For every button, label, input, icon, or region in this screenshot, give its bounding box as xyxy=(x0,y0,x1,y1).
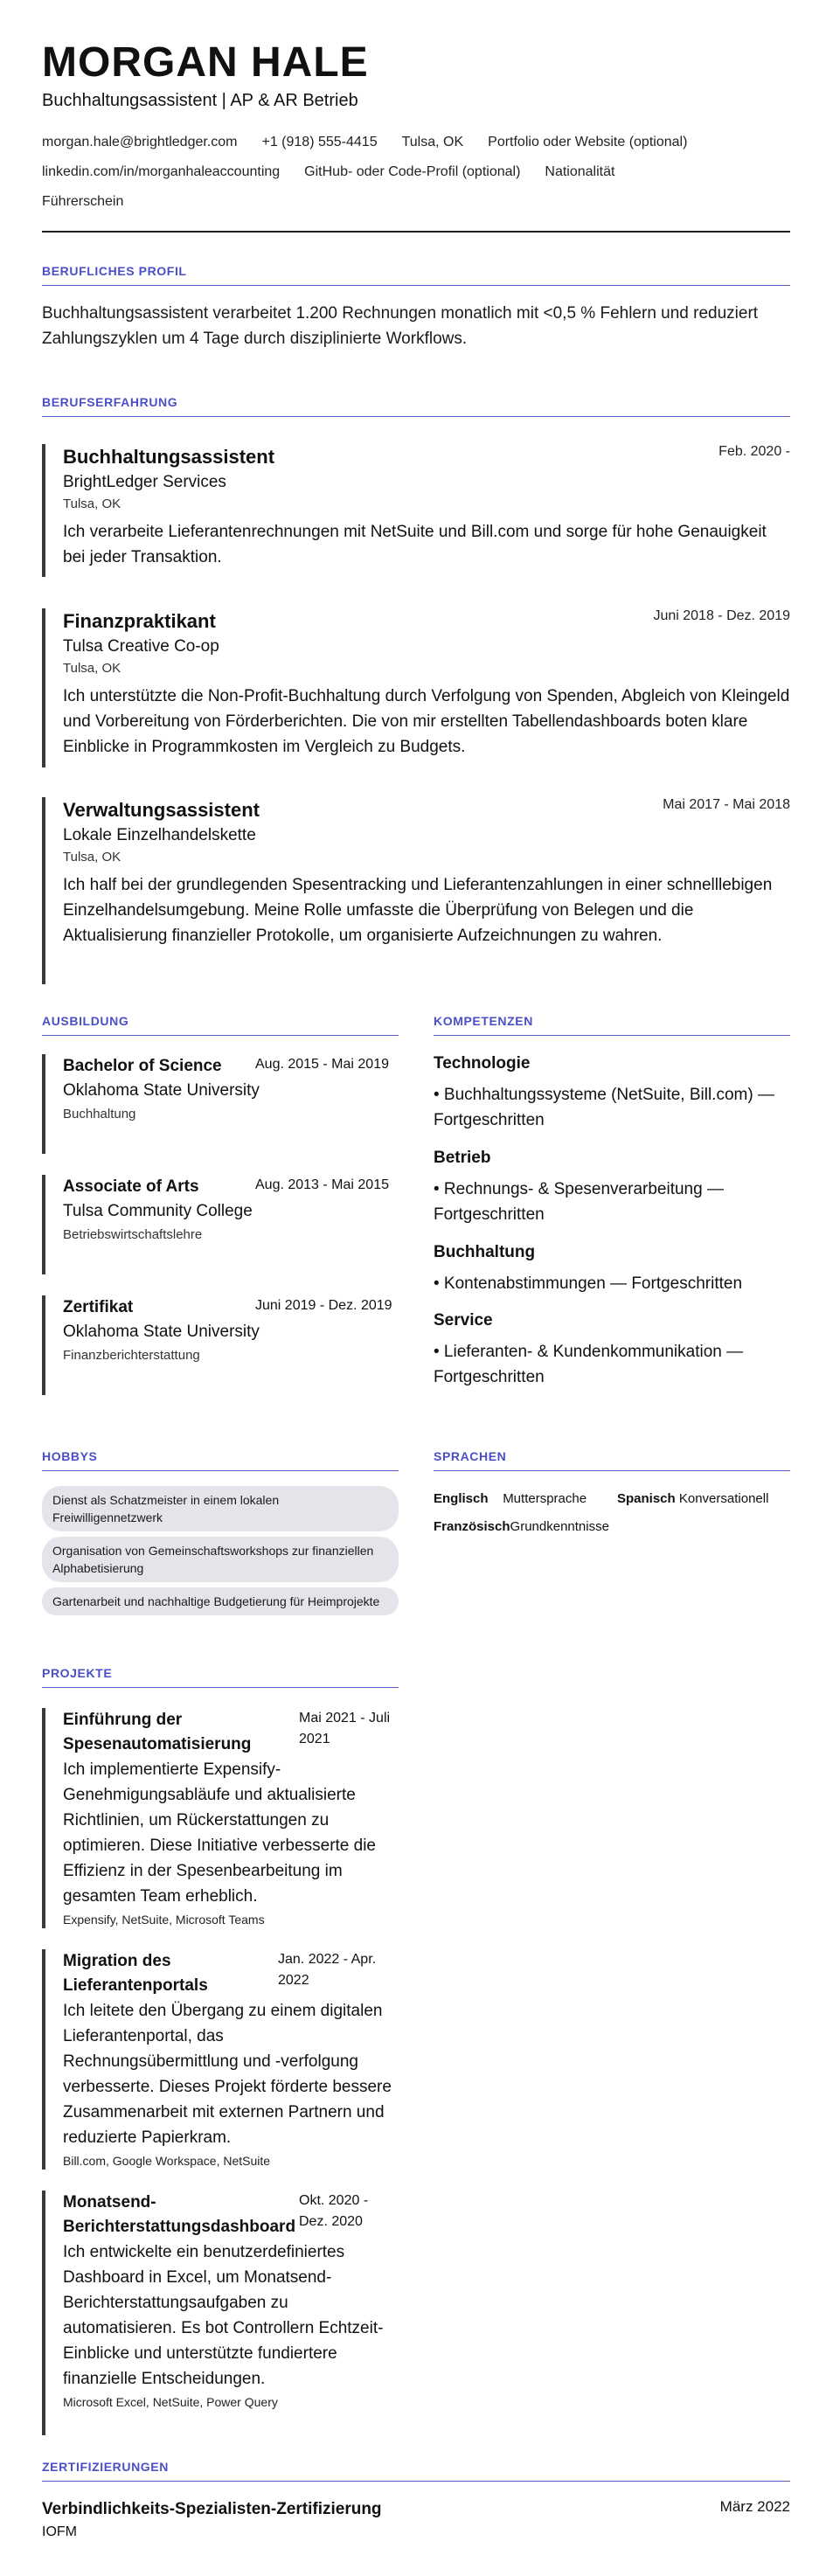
contact-portfolio[interactable]: Portfolio oder Website (optional) xyxy=(488,135,688,149)
project-title: Einführung der Spesenautomatisierung xyxy=(63,1711,252,1753)
experience-org: Tulsa Creative Co-op xyxy=(63,637,219,656)
contact-list xyxy=(42,128,790,217)
education-entry xyxy=(42,1295,399,1395)
section-divider-hobbies xyxy=(42,1470,399,1471)
experience-description: Ich verarbeite Lieferantenrechnungen mit NetSuite und Bill.com und sorge für hohe Genauigkeit bei jeder Transaktion. xyxy=(63,523,767,566)
language-item xyxy=(617,1489,768,1509)
experience-org: BrightLedger Services xyxy=(63,473,226,491)
education-entry xyxy=(42,1175,399,1274)
experience-description: Ich unterstützte die Non-Profit-Buchhaltung durch Verfolgung von Spenden, Abgleich von Kleingeld und Vorbereitung von Förderberichten. Die von mir erstellten Tabellendashboards boten klare Einblicke in Programmkosten im Vergleich zu Budgets. xyxy=(63,687,790,756)
language-level: Muttersprache xyxy=(503,1491,587,1506)
profile-text: Buchhaltungsassistent verarbeitet 1.200 Rechnungen monatlich mit <0,5 % Fehlern und reduziert Zahlungszyklen um 4 Tage durch disziplinierte Workflows. xyxy=(42,304,759,348)
section-divider-experience xyxy=(42,416,790,417)
section-title-certifications: ZERTIFIZIERUNGEN xyxy=(42,2460,169,2474)
project-entry xyxy=(42,1708,399,1928)
candidate-name: MORGAN HALE xyxy=(42,39,369,86)
contact-phone[interactable]: +1 (918) 555-4415 xyxy=(261,135,378,149)
section-title-skills: KOMPETENZEN xyxy=(434,1014,533,1028)
education-field: Betriebswirtschaftslehre xyxy=(63,1227,203,1242)
language-level: Konversationell xyxy=(678,1491,769,1506)
language-item xyxy=(434,1489,587,1509)
hobby-chip: Organisation von Gemeinschaftsworkshops zur finanziellen Alphabetisierung xyxy=(42,1537,399,1582)
project-date: Mai 2021 - Juli 2021 xyxy=(299,1711,391,1746)
section-title-education: AUSBILDUNG xyxy=(42,1014,129,1028)
section-divider-certifications xyxy=(42,2481,790,2482)
project-description: Ich entwickelte ein benutzerdefiniertes Dashboard in Excel, um Monatsend-Berichterstattungsaufgaben zu automatisieren. Es bot Controllern Echtzeit-Einblicke und unterstützte fundiertere finanzielle Entscheidungen. xyxy=(63,2243,384,2388)
project-entry xyxy=(42,2191,399,2435)
contact-github[interactable]: GitHub- oder Code-Profil (optional) xyxy=(304,164,521,179)
contact-license: Führerschein xyxy=(42,194,124,209)
experience-location: Tulsa, OK xyxy=(63,850,121,864)
education-school: Oklahoma State University xyxy=(63,1081,260,1100)
section-divider-profile xyxy=(42,285,790,286)
project-title: Monatsend-Berichterstattungsdashboard xyxy=(63,2193,296,2236)
experience-entry xyxy=(42,608,790,767)
education-degree: Bachelor of Science xyxy=(63,1057,222,1075)
project-tools: Bill.com, Google Workspace, NetSuite xyxy=(63,2154,271,2168)
language-level: Grundkenntnisse xyxy=(510,1519,609,1534)
section-divider-skills xyxy=(434,1035,790,1036)
experience-description: Ich half bei der grundlegenden Spesentracking und Lieferantenzahlungen in einer schnelllebigen Einzelhandelsumgebung. Meine Rolle umfasste die Überprüfung von Belegen und die Aktualisierung finanzieller Protokolle, um organisierte Aufzeichnungen zu wahren. xyxy=(63,876,773,945)
experience-location: Tulsa, OK xyxy=(63,661,121,676)
skill-category: Betrieb xyxy=(434,1149,491,1167)
project-description: Ich implementierte Expensify-Genehmigungsabläufe und aktualisierte Richtlinien, um Rückerstattungen zu optimieren. Diese Initiative verbesserte die Effizienz in der Spesenbearbeitung im gesamten Team erheblich. xyxy=(63,1760,377,1906)
experience-entry xyxy=(42,444,790,577)
project-description: Ich leitete den Übergang zu einem digitalen Lieferantenportal, das Rechnungsübermittlung und -verfolgung verbesserte. Dieses Projekt förderte bessere Zusammenarbeit mit externen Partnern und reduzierte Papierkram. xyxy=(63,2002,392,2147)
education-date: Aug. 2013 - Mai 2015 xyxy=(255,1177,389,1192)
section-title-hobbies: HOBBYS xyxy=(42,1449,98,1463)
section-divider-projects xyxy=(42,1687,399,1688)
section-divider-education xyxy=(42,1035,399,1036)
header-divider xyxy=(42,231,790,233)
experience-date: Feb. 2020 - xyxy=(718,444,790,459)
experience-title: Verwaltungsassistent xyxy=(63,799,260,821)
contact-nationality: Nationalität xyxy=(545,164,615,179)
education-degree: Associate of Arts xyxy=(63,1177,199,1196)
skill-category: Service xyxy=(434,1311,493,1330)
education-date: Juni 2019 - Dez. 2019 xyxy=(255,1298,392,1313)
skill-category: Buchhaltung xyxy=(434,1243,536,1261)
section-title-languages: SPRACHEN xyxy=(434,1449,507,1463)
language-name: Englisch xyxy=(434,1491,489,1506)
language-name: Spanisch xyxy=(617,1491,676,1506)
project-date: Jan. 2022 - Apr. 2022 xyxy=(278,1952,377,1988)
candidate-headline: Buchhaltungsassistent | AP & AR Betrieb xyxy=(42,91,358,110)
experience-title: Buchhaltungsassistent xyxy=(63,446,275,468)
project-tools: Expensify, NetSuite, Microsoft Teams xyxy=(63,1913,265,1927)
skill-item: • Rechnungs- & Spesenverarbeitung — Fortgeschritten xyxy=(434,1180,724,1224)
language-name: Französisch xyxy=(434,1519,510,1534)
skill-item: • Buchhaltungssysteme (NetSuite, Bill.com) — Fortgeschritten xyxy=(434,1086,774,1129)
section-title-experience: BERUFSERFAHRUNG xyxy=(42,395,178,409)
education-field: Finanzberichterstattung xyxy=(63,1348,200,1363)
experience-date: Mai 2017 - Mai 2018 xyxy=(663,797,790,812)
education-date: Aug. 2015 - Mai 2019 xyxy=(255,1057,389,1072)
section-divider-languages xyxy=(434,1470,790,1471)
experience-location: Tulsa, OK xyxy=(63,496,121,511)
project-title: Migration des Lieferantenportals xyxy=(63,1952,208,1995)
skill-item: • Kontenabstimmungen — Fortgeschritten xyxy=(434,1274,743,1293)
hobby-chip: Gartenarbeit und nachhaltige Budgetierung für Heimprojekte xyxy=(42,1587,399,1615)
section-title-profile: BERUFLICHES PROFIL xyxy=(42,264,187,278)
skill-item: • Lieferanten- & Kundenkommunikation — Fortgeschritten xyxy=(434,1343,744,1386)
experience-org: Lokale Einzelhandelskette xyxy=(63,826,256,844)
project-date: Okt. 2020 - Dez. 2020 xyxy=(299,2193,369,2229)
experience-entry xyxy=(42,797,790,984)
certification-org: IOFM xyxy=(42,2524,77,2539)
education-school: Tulsa Community College xyxy=(63,1202,253,1220)
education-entry xyxy=(42,1054,399,1154)
language-item xyxy=(434,1517,609,1537)
project-tools: Microsoft Excel, NetSuite, Power Query xyxy=(63,2395,278,2409)
certification-name: Verbindlichkeits-Spezialisten-Zertifizierung xyxy=(42,2500,382,2518)
section-title-projects: PROJEKTE xyxy=(42,1666,113,1680)
education-school: Oklahoma State University xyxy=(63,1323,260,1341)
experience-date: Juni 2018 - Dez. 2019 xyxy=(653,608,790,623)
contact-linkedin[interactable]: linkedin.com/in/morganhaleaccounting xyxy=(42,164,281,179)
education-degree: Zertifikat xyxy=(63,1298,134,1316)
experience-title: Finanzpraktikant xyxy=(63,610,216,632)
hobby-chip: Dienst als Schatzmeister in einem lokalen Freiwilligennetzwerk xyxy=(42,1486,399,1531)
contact-location: Tulsa, OK xyxy=(401,135,464,149)
project-entry xyxy=(42,1949,399,2170)
education-field: Buchhaltung xyxy=(63,1107,136,1121)
skill-category: Technologie xyxy=(434,1054,531,1073)
certification-date: März 2022 xyxy=(719,2498,790,2515)
contact-email[interactable]: morgan.hale@brightledger.com xyxy=(42,135,238,149)
